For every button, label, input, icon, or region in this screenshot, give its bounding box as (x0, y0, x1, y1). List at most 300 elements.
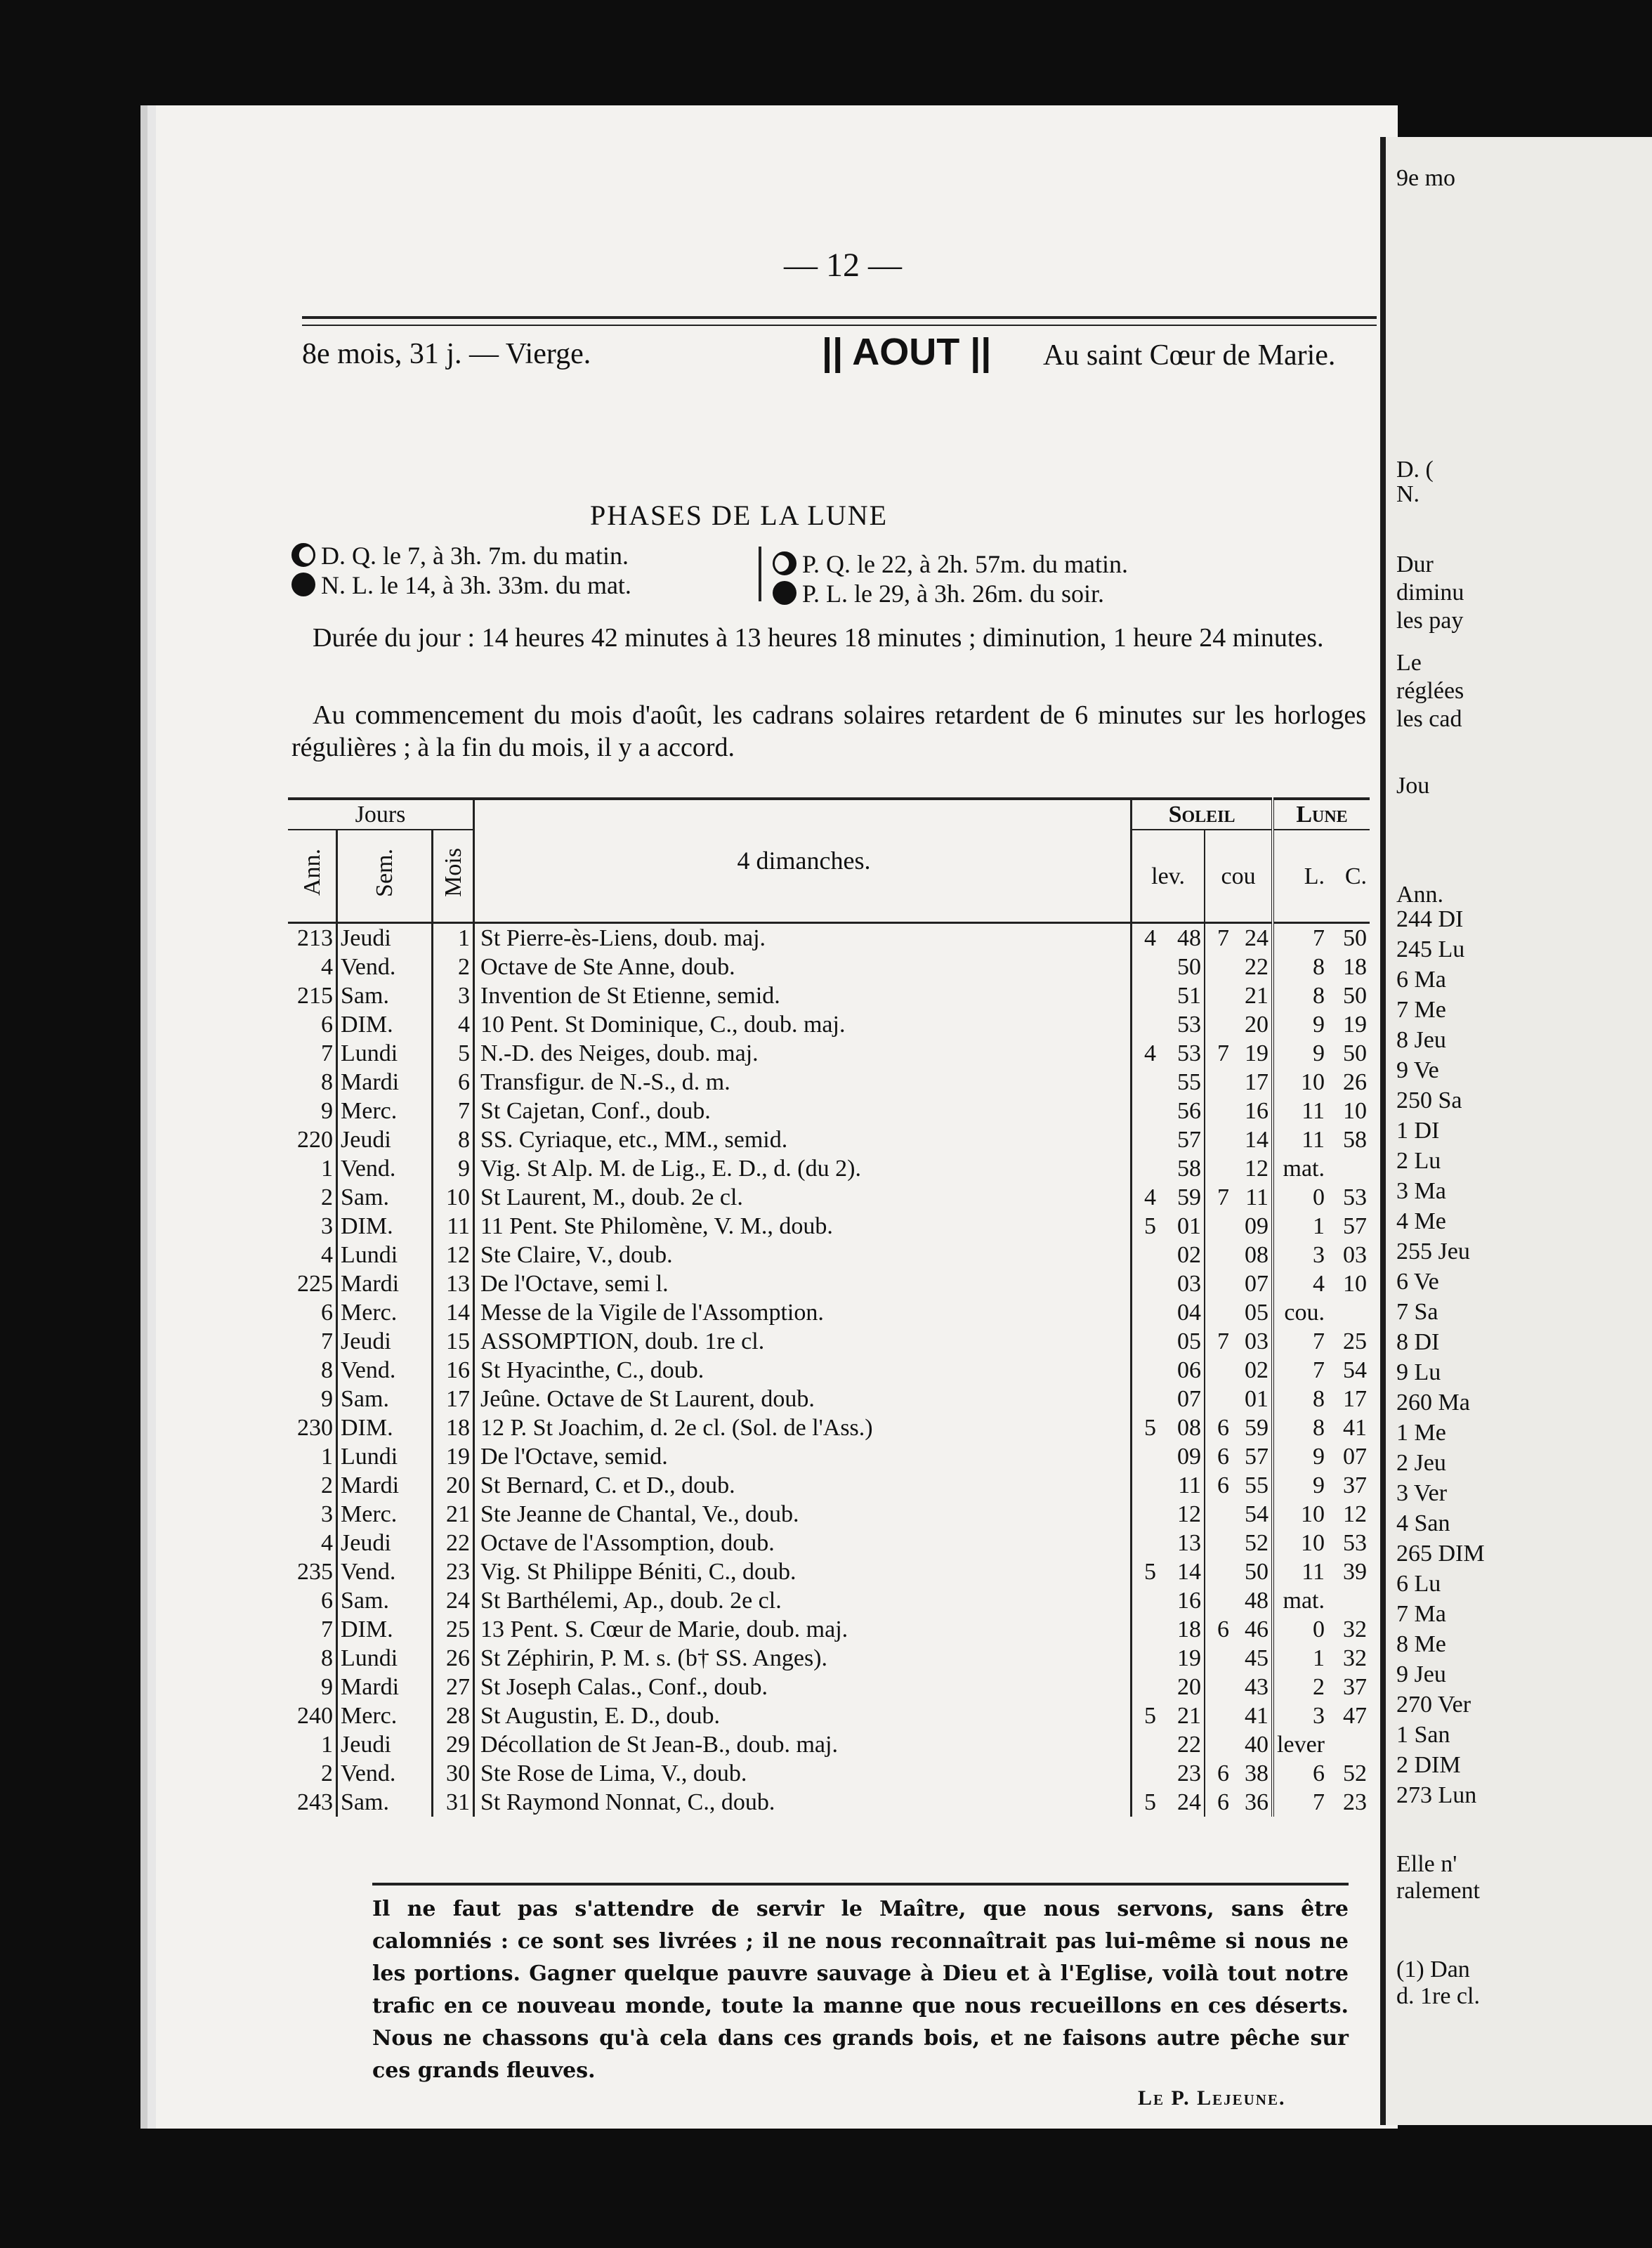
cell-cm: 05 (1232, 1298, 1273, 1327)
right-page-line: 6 Lu (1396, 1571, 1441, 1597)
cell-lh (1132, 1644, 1160, 1673)
cell-mois: 2 (433, 953, 474, 981)
table-row (288, 1241, 1370, 1269)
cell-lm: 09 (1159, 1442, 1205, 1471)
cell-ll: 0 (1313, 1184, 1325, 1210)
cell-sem: Jeudi (337, 1327, 433, 1356)
right-page-line: 273 Lun (1396, 1782, 1477, 1808)
right-page-line: 2 DIM (1396, 1752, 1461, 1778)
cell-sem: DIM. (337, 1010, 433, 1039)
right-page-line: 3 Ma (1396, 1178, 1446, 1204)
cell-saint: St Raymond Nonnat, C., doub. (474, 1788, 1132, 1817)
cell-cm: 43 (1232, 1673, 1273, 1701)
right-page-line: Ann. (1396, 882, 1444, 908)
cell-cm: 11 (1232, 1183, 1273, 1212)
top-rule-thin (302, 325, 1377, 326)
cell-cm: 54 (1232, 1500, 1273, 1529)
cell-saint: St Zéphirin, P. M. s. (b† SS. Anges). (474, 1644, 1132, 1673)
cell-lc: 37 (1343, 1674, 1367, 1700)
cell-ch (1205, 981, 1232, 1010)
right-page-line: 4 San (1396, 1510, 1450, 1536)
cell-ann: 4 (288, 953, 337, 981)
cell-lm: 03 (1159, 1269, 1205, 1298)
cell-ann: 4 (288, 1241, 337, 1269)
cell-ll: 7 (1313, 925, 1325, 951)
dimanches-header: 4 dimanches. (474, 799, 1132, 923)
table-row (288, 1039, 1370, 1068)
table-row (288, 1788, 1370, 1817)
cell-mois: 31 (433, 1788, 474, 1817)
cell-lm: 53 (1159, 1039, 1205, 1068)
cell-lh (1132, 953, 1160, 981)
cell-sem: Lundi (337, 1644, 433, 1673)
cell-sem: Jeudi (337, 1730, 433, 1759)
cell-cm: 21 (1232, 981, 1273, 1010)
cell-lm: 01 (1159, 1212, 1205, 1241)
cell-lc (1328, 1730, 1370, 1759)
cell-saint: St Bernard, C. et D., doub. (474, 1471, 1132, 1500)
cell-sem: Lundi (337, 1039, 433, 1068)
cell-mois: 30 (433, 1759, 474, 1788)
right-page-line: 7 Me (1396, 997, 1446, 1023)
cell-mois: 16 (433, 1356, 474, 1385)
cell-ch: 6 (1217, 1472, 1230, 1498)
cell-ann: 240 (288, 1701, 337, 1730)
cell-mois: 21 (433, 1500, 474, 1529)
cell-ch (1205, 1298, 1232, 1327)
cell-ann: 220 (288, 1125, 337, 1154)
right-page-line: 265 DIM (1396, 1541, 1485, 1567)
cell-ll: 0 (1313, 1616, 1325, 1642)
cell-lc: 26 (1343, 1069, 1367, 1095)
cell-lm: 13 (1159, 1529, 1205, 1557)
cell-ll: 8 (1313, 983, 1325, 1009)
cell-ann: 1 (288, 1730, 337, 1759)
cell-ch (1205, 1212, 1232, 1241)
cell-ch (1205, 1701, 1232, 1730)
cell-lm: 56 (1159, 1097, 1205, 1125)
cell-lc: 12 (1343, 1501, 1367, 1527)
calendar-rows (288, 923, 1370, 1817)
cell-sem: Jeudi (337, 923, 433, 953)
cell-lc: 53 (1343, 1530, 1367, 1556)
cell-lc (1328, 1298, 1370, 1327)
phase-new-moon: N. L. le 14, à 3h. 33m. du mat. (291, 570, 631, 600)
top-rule (302, 316, 1377, 319)
right-page-line: D. ( (1396, 457, 1434, 483)
table-row (288, 1183, 1370, 1212)
cell-sem: Lundi (337, 1442, 433, 1471)
cell-mois: 19 (433, 1442, 474, 1471)
cell-saint: St Barthélemi, Ap., doub. 2e cl. (474, 1586, 1132, 1615)
cell-lh (1132, 1586, 1160, 1615)
cell-saint: 12 P. St Joachim, d. 2e cl. (Sol. de l'Ass.) (474, 1413, 1132, 1442)
cell-cm: 52 (1232, 1529, 1273, 1557)
lever-header: lev. (1132, 830, 1205, 923)
phase-first-quarter: P. Q. le 22, à 2h. 57m. du matin. (773, 549, 1128, 579)
cell-mois: 8 (433, 1125, 474, 1154)
cell-lh (1132, 1356, 1160, 1385)
table-row (288, 1586, 1370, 1615)
table-row (288, 1154, 1370, 1183)
right-page-line: 8 Me (1396, 1631, 1446, 1657)
cell-lh: 5 (1144, 1789, 1157, 1815)
table-row (288, 1500, 1370, 1529)
right-page-line: 7 Ma (1396, 1601, 1446, 1627)
cell-mois: 17 (433, 1385, 474, 1413)
right-page-line: 6 Ve (1396, 1269, 1439, 1295)
cell-ch: 7 (1217, 1328, 1230, 1354)
cell-lh: 4 (1144, 925, 1157, 951)
table-row (288, 1356, 1370, 1385)
cell-ch (1205, 1154, 1232, 1183)
cell-mois: 20 (433, 1471, 474, 1500)
cell-sem: Mardi (337, 1471, 433, 1500)
coucher-header: cou (1205, 830, 1273, 923)
cell-cm: 45 (1232, 1644, 1273, 1673)
cell-lm: 20 (1159, 1673, 1205, 1701)
cell-lc: 58 (1343, 1127, 1367, 1153)
right-page-fragment (1380, 137, 1652, 2125)
cell-ann: 8 (288, 1356, 337, 1385)
cell-ch (1205, 953, 1232, 981)
cell-mois: 10 (433, 1183, 474, 1212)
table-row (288, 1385, 1370, 1413)
table-row (288, 1730, 1370, 1759)
right-page-line: 9 Ve (1396, 1057, 1439, 1083)
cell-saint: St Augustin, E. D., doub. (474, 1701, 1132, 1730)
right-page-line: les pay (1396, 608, 1464, 634)
cell-cm: 01 (1232, 1385, 1273, 1413)
cell-ch (1205, 1673, 1232, 1701)
cell-ann: 9 (288, 1097, 337, 1125)
cell-saint: St Laurent, M., doub. 2e cl. (474, 1183, 1132, 1212)
cell-lc: 47 (1343, 1703, 1367, 1729)
cell-lh (1132, 1500, 1160, 1529)
cell-sem: Sam. (337, 981, 433, 1010)
cell-ch: 6 (1217, 1760, 1230, 1786)
ann-header: Ann. (288, 830, 337, 923)
cell-saint: Vig. St Philippe Béniti, C., doub. (474, 1557, 1132, 1586)
right-page-line: 245 Lu (1396, 936, 1465, 962)
right-page-line: 9 Lu (1396, 1359, 1441, 1385)
right-page-line: 3 Ver (1396, 1480, 1448, 1506)
cell-sem: Vend. (337, 1356, 433, 1385)
cell-ll: 6 (1313, 1760, 1325, 1786)
cell-ann: 215 (288, 981, 337, 1010)
cell-lm: 57 (1159, 1125, 1205, 1154)
cell-cm: 03 (1232, 1327, 1273, 1356)
right-page-line: 4 Me (1396, 1208, 1446, 1234)
cell-cm: 17 (1232, 1068, 1273, 1097)
cell-mois: 6 (433, 1068, 474, 1097)
cell-saint: Octave de Ste Anne, doub. (474, 953, 1132, 981)
table-row (288, 1615, 1370, 1644)
table-row (288, 1759, 1370, 1788)
jours-header: Jours (288, 799, 474, 830)
cell-ll: mat. (1283, 1588, 1325, 1614)
cell-cm: 46 (1232, 1615, 1273, 1644)
cell-lc: 39 (1343, 1559, 1367, 1585)
cell-cm: 48 (1232, 1586, 1273, 1615)
cell-mois: 5 (433, 1039, 474, 1068)
cell-lm: 16 (1159, 1586, 1205, 1615)
cell-sem: Sam. (337, 1385, 433, 1413)
cell-sem: Merc. (337, 1097, 433, 1125)
last-quarter-moon-icon (291, 543, 315, 567)
cell-ll: cou. (1284, 1300, 1325, 1326)
right-page-line: 8 DI (1396, 1329, 1440, 1355)
table-row (288, 1701, 1370, 1730)
cell-saint: Octave de l'Assomption, doub. (474, 1529, 1132, 1557)
cell-cm: 12 (1232, 1154, 1273, 1183)
cell-mois: 9 (433, 1154, 474, 1183)
cell-ch: 6 (1217, 1415, 1230, 1441)
month-info: 8e mois, 31 j. — Vierge. (302, 338, 591, 370)
right-page-line: les cad (1396, 706, 1462, 732)
cell-lh (1132, 1442, 1160, 1471)
cell-lm: 14 (1159, 1557, 1205, 1586)
new-moon-icon (291, 573, 315, 596)
cell-cm: 02 (1232, 1356, 1273, 1385)
cell-ch (1205, 1068, 1232, 1097)
cell-lh: 5 (1144, 1415, 1157, 1441)
cell-ch (1205, 1500, 1232, 1529)
cell-mois: 14 (433, 1298, 474, 1327)
cell-ch: 6 (1217, 1444, 1230, 1470)
cell-ll: 8 (1313, 1415, 1325, 1441)
table-row (288, 1327, 1370, 1356)
cell-lm: 48 (1159, 923, 1205, 953)
cell-saint: St Joseph Calas., Conf., doub. (474, 1673, 1132, 1701)
cell-ll: 8 (1313, 1386, 1325, 1412)
cell-saint: De l'Octave, semi l. (474, 1269, 1132, 1298)
table-row (288, 1442, 1370, 1471)
right-page-line: Elle n' (1396, 1851, 1457, 1877)
cell-ann: 235 (288, 1557, 337, 1586)
cell-cm: 40 (1232, 1730, 1273, 1759)
cell-saint: St Cajetan, Conf., doub. (474, 1097, 1132, 1125)
cell-sem: Sam. (337, 1788, 433, 1817)
cell-sem: Merc. (337, 1500, 433, 1529)
cell-ch: 7 (1217, 1184, 1230, 1210)
cell-ll: 9 (1313, 1444, 1325, 1470)
table-row (288, 923, 1370, 953)
cell-sem: Merc. (337, 1298, 433, 1327)
cell-ann: 7 (288, 1039, 337, 1068)
cell-mois: 15 (433, 1327, 474, 1356)
cell-sem: Lundi (337, 1241, 433, 1269)
sem-header: Sem. (337, 830, 433, 923)
cell-mois: 3 (433, 981, 474, 1010)
lune-l-header: L. (1304, 863, 1325, 889)
cell-lc: 19 (1343, 1012, 1367, 1038)
right-page-line: diminu (1396, 580, 1464, 606)
cell-lm: 21 (1159, 1701, 1205, 1730)
cell-ch (1205, 1125, 1232, 1154)
right-page-line: Dur (1396, 551, 1434, 577)
cell-lm: 18 (1159, 1615, 1205, 1644)
cell-ll: 10 (1301, 1501, 1325, 1527)
cell-lm: 24 (1159, 1788, 1205, 1817)
cell-sem: Vend. (337, 953, 433, 981)
cell-mois: 12 (433, 1241, 474, 1269)
cell-lm: 55 (1159, 1068, 1205, 1097)
cell-lm: 51 (1159, 981, 1205, 1010)
mois-header: Mois (433, 830, 474, 923)
cell-lc: 41 (1343, 1415, 1367, 1441)
cell-lh (1132, 1730, 1160, 1759)
cell-mois: 22 (433, 1529, 474, 1557)
full-moon-icon (773, 581, 796, 605)
right-page-line: N. (1396, 481, 1420, 507)
cell-lh (1132, 1471, 1160, 1500)
right-page-line: 9e mo (1396, 165, 1456, 191)
calendar-table (288, 797, 1370, 1817)
cell-ann: 6 (288, 1010, 337, 1039)
cell-saint: Ste Claire, V., doub. (474, 1241, 1132, 1269)
soleil-header: Soleil (1132, 799, 1273, 830)
cell-lh (1132, 1097, 1160, 1125)
cell-cm: 16 (1232, 1097, 1273, 1125)
cell-lc: 23 (1343, 1789, 1367, 1815)
cell-ll: 11 (1302, 1098, 1325, 1124)
cell-ann: 7 (288, 1327, 337, 1356)
cell-cm: 19 (1232, 1039, 1273, 1068)
cell-sem: Mardi (337, 1673, 433, 1701)
cell-sem: DIM. (337, 1615, 433, 1644)
right-page-line: d. 1re cl. (1396, 1983, 1480, 2009)
cell-lc: 07 (1343, 1444, 1367, 1470)
cell-saint: St Pierre-ès-Liens, doub. maj. (474, 923, 1132, 953)
right-page-line: Jou (1396, 773, 1430, 799)
cell-lc: 53 (1343, 1184, 1367, 1210)
right-page-line: 6 Ma (1396, 967, 1446, 993)
cell-ann: 2 (288, 1759, 337, 1788)
cell-lh (1132, 1615, 1160, 1644)
cell-cm: 24 (1232, 923, 1273, 953)
cell-ch (1205, 1586, 1232, 1615)
cell-saint: St Hyacinthe, C., doub. (474, 1356, 1132, 1385)
cell-lc (1328, 1586, 1370, 1615)
page-number: — 12 — (784, 247, 902, 284)
table-row (288, 1125, 1370, 1154)
cell-saint: 10 Pent. St Dominique, C., doub. maj. (474, 1010, 1132, 1039)
cell-cm: 41 (1232, 1701, 1273, 1730)
cell-lm: 59 (1159, 1183, 1205, 1212)
cell-lh (1132, 1125, 1160, 1154)
cell-ann: 9 (288, 1385, 337, 1413)
lejeune-quote: Il ne faut pas s'attendre de servir le Maître, que nous servons, sans être calomniés : ce sont ses livrées ; il ne nous reconnaîtrait pas lui-même si nous ne les portions. Gagner quelque pauvre sauvage à Dieu et à l'Eglise, voilà tout notre trafic en ce nouveau monde, toute la manne que nous recueillons en ces déserts. Nous ne chassons qu'à cela dans ces grands bois, et ne faisons autre pêche sur ces grands fleuves. (372, 1897, 1349, 2083)
right-page-line: 1 Me (1396, 1420, 1446, 1446)
cell-lm: 23 (1159, 1759, 1205, 1788)
cell-lm: 11 (1159, 1471, 1205, 1500)
right-page-line: réglées (1396, 678, 1464, 704)
right-page-line: (1) Dan (1396, 1956, 1470, 1982)
cell-ch (1205, 1557, 1232, 1586)
cell-lh (1132, 1298, 1160, 1327)
cell-ch (1205, 1730, 1232, 1759)
cell-ll: 9 (1313, 1472, 1325, 1498)
cell-ch (1205, 1356, 1232, 1385)
right-page-line: 8 Jeu (1396, 1027, 1446, 1053)
cell-mois: 24 (433, 1586, 474, 1615)
cell-ann: 8 (288, 1644, 337, 1673)
quote-author: Le P. Lejeune. (1138, 2086, 1286, 2110)
cell-mois: 1 (433, 923, 474, 953)
cell-ann: 3 (288, 1500, 337, 1529)
cell-lm: 07 (1159, 1385, 1205, 1413)
cell-saint: ASSOMPTION, doub. 1re cl. (474, 1327, 1132, 1356)
cell-ll: mat. (1283, 1156, 1325, 1182)
cell-lh: 4 (1144, 1184, 1157, 1210)
cell-cm: 20 (1232, 1010, 1273, 1039)
table-row (288, 953, 1370, 981)
cell-cm: 36 (1232, 1788, 1273, 1817)
cell-lc: 54 (1343, 1357, 1367, 1383)
phases-title: PHASES DE LA LUNE (590, 499, 889, 531)
cell-sem: Vend. (337, 1557, 433, 1586)
cell-lm: 19 (1159, 1644, 1205, 1673)
cell-ll: 4 (1313, 1271, 1325, 1297)
first-quarter-moon-icon (773, 551, 796, 575)
cell-saint: De l'Octave, semid. (474, 1442, 1132, 1471)
right-page-line: 9 Jeu (1396, 1661, 1446, 1687)
cadrans-solaires: Au commencement du mois d'août, les cadrans solaires retardent de 6 minutes sur les horloges régulières ; à la fin du mois, il y a accord. (291, 700, 1366, 762)
month-title: || AOUT || (822, 331, 992, 373)
cell-lh (1132, 981, 1160, 1010)
cell-lm: 22 (1159, 1730, 1205, 1759)
lune-c-header: C. (1344, 863, 1367, 889)
cell-mois: 29 (433, 1730, 474, 1759)
cell-cm: 57 (1232, 1442, 1273, 1471)
cell-saint: Ste Jeanne de Chantal, Ve., doub. (474, 1500, 1132, 1529)
cell-ll: 11 (1302, 1559, 1325, 1585)
right-page-line: ralement (1396, 1878, 1480, 1904)
cell-ll: 2 (1313, 1674, 1325, 1700)
right-page-line: 255 Jeu (1396, 1239, 1470, 1264)
cell-lh: 5 (1144, 1213, 1157, 1239)
cell-saint: Jeûne. Octave de St Laurent, doub. (474, 1385, 1132, 1413)
cell-lh (1132, 1529, 1160, 1557)
cell-lc: 57 (1343, 1213, 1367, 1239)
right-page-line: 1 DI (1396, 1118, 1440, 1144)
cell-ann: 2 (288, 1471, 337, 1500)
cell-lc: 17 (1343, 1386, 1367, 1412)
cell-lc: 50 (1343, 1040, 1367, 1066)
cell-mois: 11 (433, 1212, 474, 1241)
cell-mois: 4 (433, 1010, 474, 1039)
cell-lh (1132, 1068, 1160, 1097)
cell-lc: 50 (1343, 925, 1367, 951)
cell-saint: 13 Pent. S. Cœur de Marie, doub. maj. (474, 1615, 1132, 1644)
cell-lc: 32 (1343, 1645, 1367, 1671)
cell-ann: 2 (288, 1183, 337, 1212)
cell-lh: 4 (1144, 1040, 1157, 1066)
cell-saint: Vig. St Alp. M. de Lig., E. D., d. (du 2). (474, 1154, 1132, 1183)
cell-ann: 1 (288, 1442, 337, 1471)
cell-lh (1132, 1269, 1160, 1298)
right-page-line: 7 Sa (1396, 1299, 1438, 1325)
cell-ch (1205, 1529, 1232, 1557)
cell-mois: 23 (433, 1557, 474, 1586)
cell-saint: Transfigur. de N.-S., d. m. (474, 1068, 1132, 1097)
table-row (288, 1557, 1370, 1586)
cell-lm: 02 (1159, 1241, 1205, 1269)
cell-lh (1132, 1154, 1160, 1183)
cell-saint: SS. Cyriaque, etc., MM., semid. (474, 1125, 1132, 1154)
cell-lm: 12 (1159, 1500, 1205, 1529)
